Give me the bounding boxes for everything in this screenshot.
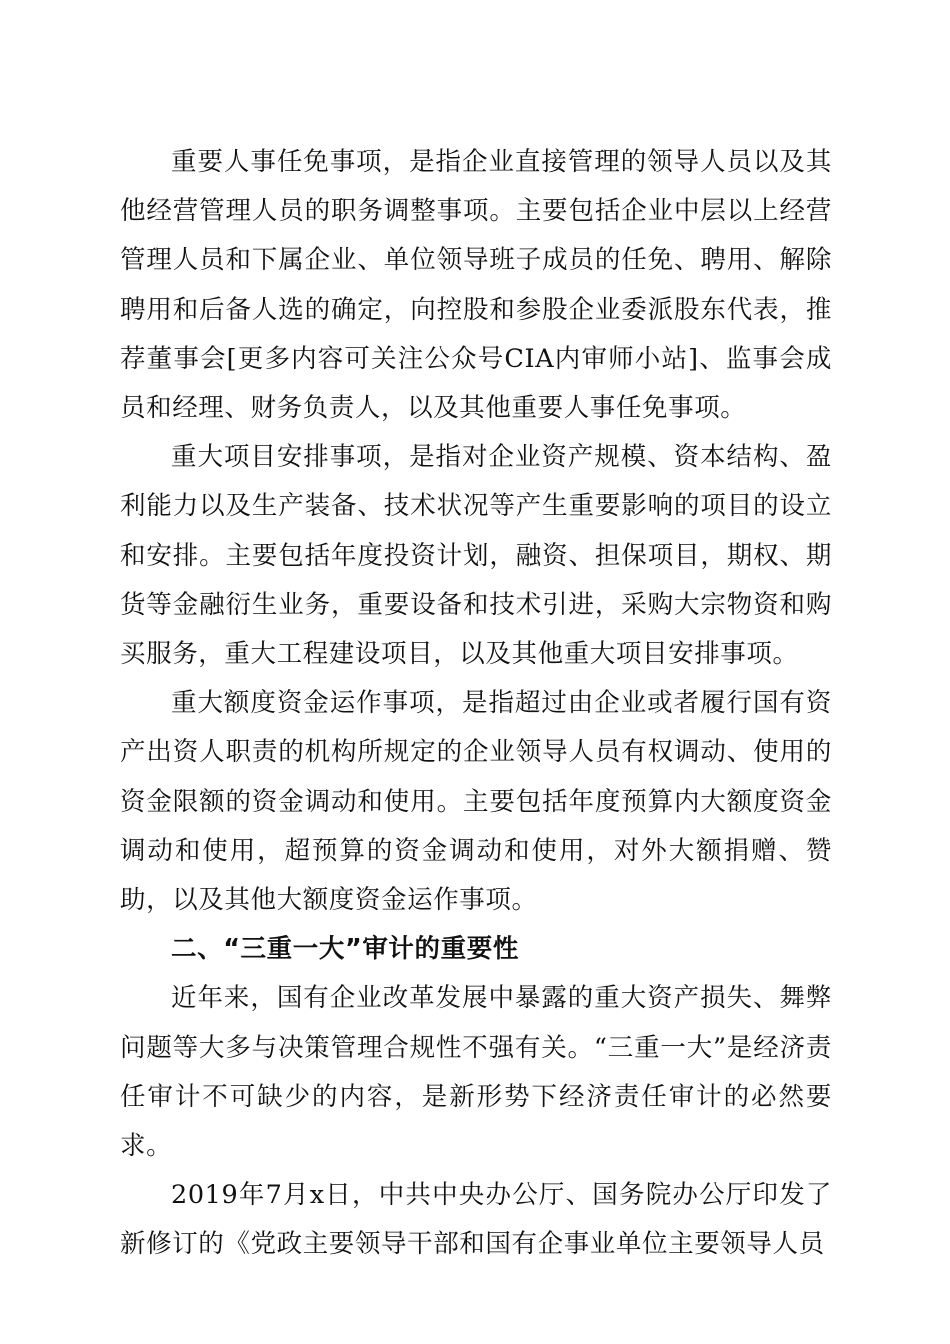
paragraph-major-projects: 重大项目安排事项，是指对企业资产规模、资本结构、盈利能力以及生产装备、技术状况等产生重要影响的项目的设立和安排。主要包括年度投资计划，融资、担保项目，期权、期货等金融衍生业务，重要设备和技术引进，采购大宗物资和购买服务，重大工程建设项目，以及其他重大项目安排事项。 bbox=[120, 442, 832, 670]
paragraph-importance: 近年来，国有企业改革发展中暴露的重大资产损失、舞弊问题等大多与决策管理合规性不强有关。“三重一大”是经济责任审计不可缺少的内容，是新形势下经济责任审计的必然要求。 bbox=[120, 983, 832, 1162]
paragraph-2019-regulation: 2019年7月x日，中共中央办公厅、国务院办公厅印发了新修订的《党政主要领导干部和国有企事业单位主要领导人员 bbox=[120, 1180, 832, 1260]
section-heading: 二、“三重一大”审计的重要性 bbox=[171, 934, 519, 965]
paragraph-personnel-appointments: 重要人事任免事项，是指企业直接管理的领导人员以及其他经营管理人员的职务调整事项。主要包括企业中层以上经营管理人员和下属企业、单位领导班子成员的任免、聘用、解除聘用和后备人选的确定，向控股和参股企业委派股东代表，推荐董事会[更多内容可关注公众号CIA内审师小站]、监事会成员和经理、财务负责人，以及其他重要人事任免事项。 bbox=[120, 147, 832, 424]
document-body bbox=[120, 138, 832, 1270]
paragraph-large-funds: 重大额度资金运作事项，是指超过由企业或者履行国有资产出资人职责的机构所规定的企业领导人员有权调动、使用的资金限额的资金调动和使用。主要包括年度预算内大额度资金调动和使用，超预算的资金调动和使用，对外大额捐赠、赞助，以及其他大额度资金运作事项。 bbox=[120, 688, 832, 916]
